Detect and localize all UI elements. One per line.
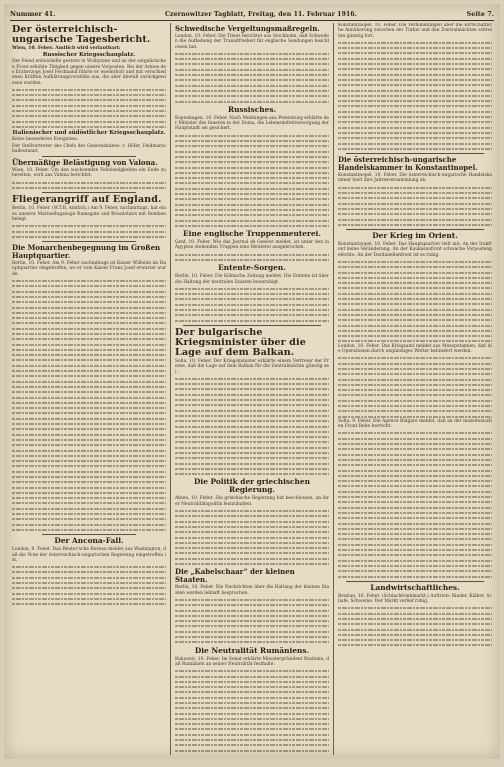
article-text: Keine besonderen Ereignisse. [12, 137, 79, 143]
column-2 [171, 23, 334, 755]
article-text: Konstantinopel, 10. Feber. Die österreichisch-ungarische Handelskammer hielt ihre Jahresversammlung ab. [338, 173, 492, 184]
headline-air-raid-england: Fliegerangriff auf England. [12, 194, 162, 206]
page-number: Seite 7. [466, 10, 494, 18]
headline-english-mutiny: Eine englische Truppenmeuterei. [183, 229, 321, 239]
headline-valona: Übermäßige Belästigung von Valona. [12, 158, 158, 168]
columns [8, 23, 496, 755]
subheading-italian-theatre: Italienischer und südöstlicher Kriegsschauplatz. [12, 130, 166, 137]
article-text: Bukarest, 10. Feber. Im Senat erklärte Ministerpräsident Bratianu, daß Rumänien an seiner Neutralität festhalte. [175, 656, 329, 667]
article-text: Berlin, 10. Feber. Am 9. Feber nachmittags ist Kaiser Wilhelm im Hauptquartier eingetroffen, wo er vom Kaiser Franz Josef erwartet wurde. [12, 261, 166, 277]
article-text: London, 10. Feber. Das Kriegsamt meldet aus Mesopotamien, daß die Operationen durch ungünstiges Wetter behindert werden. [338, 343, 492, 355]
article-text: London, 9. Feber. Das Reuter'sche Bureau meldet aus Washington, daß die Note der österreichisch-ungarischen Regierung eingetroffen ist. [12, 547, 166, 563]
article-text: Der Feind entwickelte gestern in Wolhynien und an der ostgalizischen Front erhöhte Tätigkeit gegen unsere Vorposten. Bei der Armee des Erzherzogs Josef Ferdinand führte er wiederholt und mit verschiedenen Kräften Aufklärungsvorstöße aus, die aber überall zurückgewiesen wurden. [12, 59, 166, 86]
article-text: Athen, 10. Feber. Die griechische Regierung hat beschlossen, an ihrer Neutralitätspolitik festzuhalten. [175, 496, 329, 507]
headline-monarchs-meeting: Die Monarchenbegegnung im Großen Hauptquartier. [12, 243, 161, 261]
column-3 [334, 23, 496, 755]
article-text: London, 10. Feber. Die Times berichtet aus Stockholm, daß Schweden die Aufhebung der Transitfreiheit für englische Sendungen beschlossen hat. [175, 34, 329, 50]
newspaper-page [4, 4, 500, 759]
article-text: Kopenhagen, 10. Feber. Nach Meldungen aus Petersburg erklärte der Minister des Inneren in der Duma, die Lebensmittelversorgung der Hauptstadt sei gesichert. [175, 115, 329, 132]
signature: Der Stellvertreter des Chefs des Generalstabes: v. Höfer, Feldmarschalleutnant. [12, 143, 166, 154]
article-text: Genf, 10. Feber. Wie das Journal de Genève meldet, ist unter den in Ägypten stehenden Truppen eine Meuterei ausgebrochen. [175, 240, 329, 251]
headline-chamber-of-commerce: Die österreichisch-ungarische Handelskammer in Konstantinopel. [338, 155, 478, 173]
article-text: Konstantinopel, 10. Feber. Das Hauptquartier teilt mit: An der Irakfront keine Veränderung. An der Kaukasusfront schwache Vorpostengefechte. An der Dardanellenfront ist es ruhig. [338, 242, 492, 258]
article-text: Berlin, 10. Feber. Die Kölnische Zeitung meldet: Die Entente ist über die Haltung der neutralen Staaten beunruhigt. [175, 274, 329, 285]
article-text: Berlin, 10. Feber. Die Nachrichten über die Haltung der kleinen Staaten werden lebhaft besprochen. [175, 585, 329, 596]
article-text: Sofia, 9. Feber. Die Agence Bulgare meldet, daß an der mazedonischen Front Ruhe herrscht. [338, 418, 492, 430]
newspaper-title-date: Czernowitzer Tagblatt, Freitag, den 11. Februar 1916. [165, 10, 358, 18]
headline-small-states: Die „Kabelschaar“ der kleinen Staaten. [175, 567, 295, 585]
article-text: Sofia, 10. Feber. Der Kriegsminister erklärte einem Vertreter der Presse, daß die Lage auf dem Balkan für die Zentralmächte günstig sei. [175, 358, 329, 375]
headline-agricultural: Landwirtschaftliches. [370, 582, 460, 592]
column-1 [8, 23, 171, 755]
issue-number: Nummer 41. [10, 10, 56, 18]
headline-austro-hungarian-report: Der österreichisch-ungarische Tagesbericht. [12, 24, 151, 45]
headline-ancona-case: Der Ancona-Fall. [54, 536, 124, 546]
subheading-russian-theatre: Russischer Kriegsschauplatz. [42, 52, 136, 59]
headline-bulgarian-war-minister: Der bulgarische Kriegsminister über die Lage auf dem Balkan. [175, 326, 306, 358]
article-text: Wien, 10. Feber. Um den wachsenden Feindseligkeiten ein Ende zu bereiten, wird aus Valona berichtet. [12, 168, 166, 179]
headline-swedish-retaliation: Schwedische Vergeltungsmaßregeln. [175, 24, 320, 33]
headline-russian: Russisches. [227, 104, 277, 114]
article-text: Breslau, 10. Feber. (Schlachtviehmarkt.) Auftrieb: Rinder, Kälber, Schafe, Schweine. Der Markt verlief ruhig. [338, 593, 492, 605]
dateline: Wien, 10. Feber. Amtlich wird verlautbart: [12, 46, 121, 51]
masthead [10, 8, 494, 21]
article-text: Berlin, 10. Feber. (W.T.B. Amtlich.) Am 9. Feber, nachmittags, hat eines unserer Marineflugzeuge Ramsgate und Broadstairs mit Bomben belegt. [12, 206, 166, 222]
article-text: Konstantinopel, 10. Feber. Die Verhandlungen über die wirtschaftliche Annäherung zwischen der Türkei und den Zentralmächten schreiten günstig fort. [338, 23, 492, 39]
headline-entente-worries: Entente-Sorgen. [218, 263, 286, 273]
headline-romanian-neutrality: Die Neutralität Rumäniens. [194, 645, 310, 655]
headline-greek-policy: Die Politik der griechischen Regierung. [193, 477, 310, 495]
headline-war-in-orient: Der Krieg im Orient. [372, 231, 458, 241]
